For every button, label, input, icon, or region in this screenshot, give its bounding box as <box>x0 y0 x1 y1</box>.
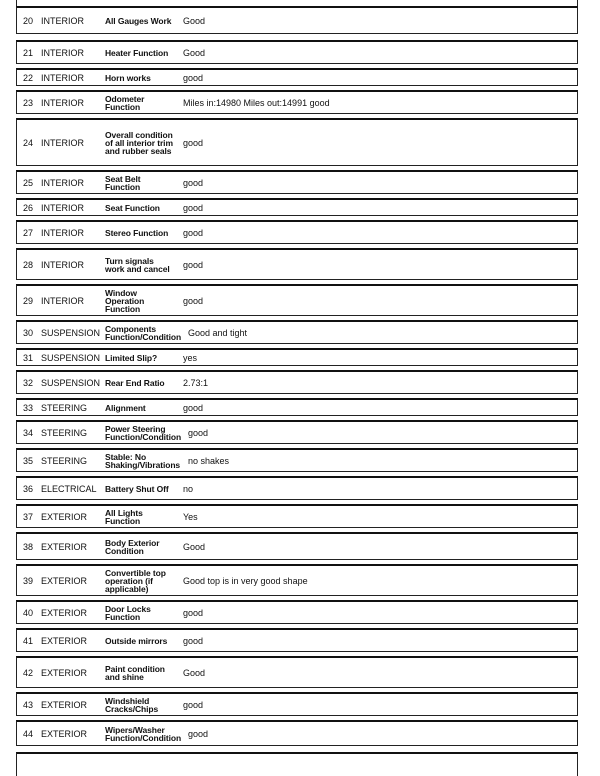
row-value: 2.73:1 <box>183 377 209 388</box>
row-value: good <box>183 72 204 83</box>
row-value: Good <box>183 47 206 58</box>
row-item: Body Exterior Condition <box>105 537 160 556</box>
row-value: Yes <box>183 511 198 522</box>
table-row <box>16 398 578 416</box>
row-item: Convertible top operation (if applicable) <box>105 567 166 594</box>
row-number: 35 <box>23 455 34 466</box>
row-category: EXTERIOR <box>41 635 88 646</box>
row-item: Door Locks Function <box>105 603 151 622</box>
row-category: INTERIOR <box>41 72 85 83</box>
row-value: Miles in:14980 Miles out:14991 good <box>183 97 330 108</box>
row-item: Stereo Function <box>105 227 169 238</box>
row-value: good <box>183 177 204 188</box>
row-number: 22 <box>23 72 34 83</box>
row-item: Horn works <box>105 72 151 83</box>
row-category: INTERIOR <box>41 177 85 188</box>
row-number: 34 <box>23 427 34 438</box>
table-row <box>16 40 578 64</box>
row-value: good <box>183 402 204 413</box>
table-row <box>16 656 578 688</box>
row-item: Battery Shut Off <box>105 483 169 494</box>
table-row <box>16 198 578 216</box>
row-number: 21 <box>23 47 34 58</box>
row-category: STEERING <box>41 402 88 413</box>
table-row <box>16 370 578 394</box>
row-item: All Lights Function <box>105 507 143 526</box>
row-item: Alignment <box>105 402 146 413</box>
table-row <box>16 720 578 746</box>
table-row <box>16 6 578 34</box>
row-item: Odometer Function <box>105 93 145 112</box>
row-number: 43 <box>23 699 34 710</box>
row-category: ELECTRICAL <box>41 483 97 494</box>
row-number: 36 <box>23 483 34 494</box>
row-number: 38 <box>23 541 34 552</box>
table-row <box>16 692 578 716</box>
row-category: SUSPENSION <box>41 352 101 363</box>
row-item: Turn signals work and cancel <box>105 255 170 274</box>
row-number: 42 <box>23 667 34 678</box>
row-category: SUSPENSION <box>41 377 101 388</box>
row-item: All Gauges Work <box>105 15 172 26</box>
row-item: Limited Slip? <box>105 352 158 363</box>
table-row <box>16 600 578 624</box>
row-category: INTERIOR <box>41 202 85 213</box>
table-row <box>16 90 578 114</box>
row-value: good <box>183 635 204 646</box>
row-category: EXTERIOR <box>41 667 88 678</box>
table-row <box>16 532 578 560</box>
row-category: STEERING <box>41 427 88 438</box>
row-category: EXTERIOR <box>41 699 88 710</box>
row-category: STEERING <box>41 455 88 466</box>
table-bottom-edge <box>16 752 578 776</box>
row-item: Seat Belt Function <box>105 173 141 192</box>
row-value: Good and tight <box>188 327 248 338</box>
row-item: Stable: No Shaking/Vibrations <box>105 451 181 470</box>
row-number: 41 <box>23 635 34 646</box>
row-number: 20 <box>23 15 34 26</box>
row-value: good <box>183 137 204 148</box>
table-row <box>16 420 578 444</box>
row-value: good <box>183 259 204 270</box>
table-row <box>16 320 578 344</box>
table-row <box>16 68 578 86</box>
row-value: good <box>183 699 204 710</box>
table-row <box>16 248 578 280</box>
row-category: INTERIOR <box>41 15 85 26</box>
row-value: good <box>183 295 204 306</box>
row-value: good <box>188 427 209 438</box>
row-category: INTERIOR <box>41 295 85 306</box>
row-category: EXTERIOR <box>41 511 88 522</box>
row-item: Overall condition of all interior trim and rubber seals <box>105 129 173 156</box>
row-number: 30 <box>23 327 34 338</box>
row-item: Paint condition and shine <box>105 663 165 682</box>
row-value: good <box>183 227 204 238</box>
table-row <box>16 448 578 472</box>
table-row <box>16 170 578 194</box>
table-row <box>16 284 578 316</box>
table-row <box>16 476 578 500</box>
row-number: 24 <box>23 137 34 148</box>
row-category: EXTERIOR <box>41 607 88 618</box>
row-value: Good <box>183 541 206 552</box>
table-row <box>16 220 578 244</box>
row-value: good <box>183 607 204 618</box>
row-item: Wipers/Washer Function/Condition <box>105 724 182 743</box>
row-number: 40 <box>23 607 34 618</box>
row-value: Good top is in very good shape <box>183 575 308 586</box>
row-value: no shakes <box>188 455 230 466</box>
row-number: 39 <box>23 575 34 586</box>
row-number: 23 <box>23 97 34 108</box>
row-number: 33 <box>23 402 34 413</box>
row-number: 44 <box>23 728 34 739</box>
row-category: INTERIOR <box>41 227 85 238</box>
row-number: 31 <box>23 352 34 363</box>
table-row <box>16 504 578 528</box>
row-category: EXTERIOR <box>41 541 88 552</box>
row-item: Heater Function <box>105 47 169 58</box>
row-number: 25 <box>23 177 34 188</box>
table-row <box>16 564 578 596</box>
row-category: EXTERIOR <box>41 575 88 586</box>
table-row <box>16 628 578 652</box>
row-category: SUSPENSION <box>41 327 101 338</box>
row-item: Rear End Ratio <box>105 377 165 388</box>
row-category: INTERIOR <box>41 137 85 148</box>
row-number: 28 <box>23 259 34 270</box>
row-value: Good <box>183 667 206 678</box>
row-item: Components Function/Condition <box>105 323 182 342</box>
table-row <box>16 348 578 366</box>
row-number: 32 <box>23 377 34 388</box>
row-value: yes <box>183 352 198 363</box>
row-number: 37 <box>23 511 34 522</box>
row-item: Outside mirrors <box>105 635 168 646</box>
row-category: EXTERIOR <box>41 728 88 739</box>
row-number: 29 <box>23 295 34 306</box>
row-number: 27 <box>23 227 34 238</box>
row-item: Seat Function <box>105 202 160 213</box>
row-category: INTERIOR <box>41 259 85 270</box>
row-value: Good <box>183 15 206 26</box>
row-item: Windshield Cracks/Chips <box>105 695 159 714</box>
row-item: Power Steering Function/Condition <box>105 423 182 442</box>
row-value: no <box>183 483 194 494</box>
row-number: 26 <box>23 202 34 213</box>
row-category: INTERIOR <box>41 97 85 108</box>
table-row <box>16 118 578 166</box>
row-item: Window Operation Function <box>105 287 145 314</box>
row-value: good <box>183 202 204 213</box>
row-category: INTERIOR <box>41 47 85 58</box>
row-value: good <box>188 728 209 739</box>
